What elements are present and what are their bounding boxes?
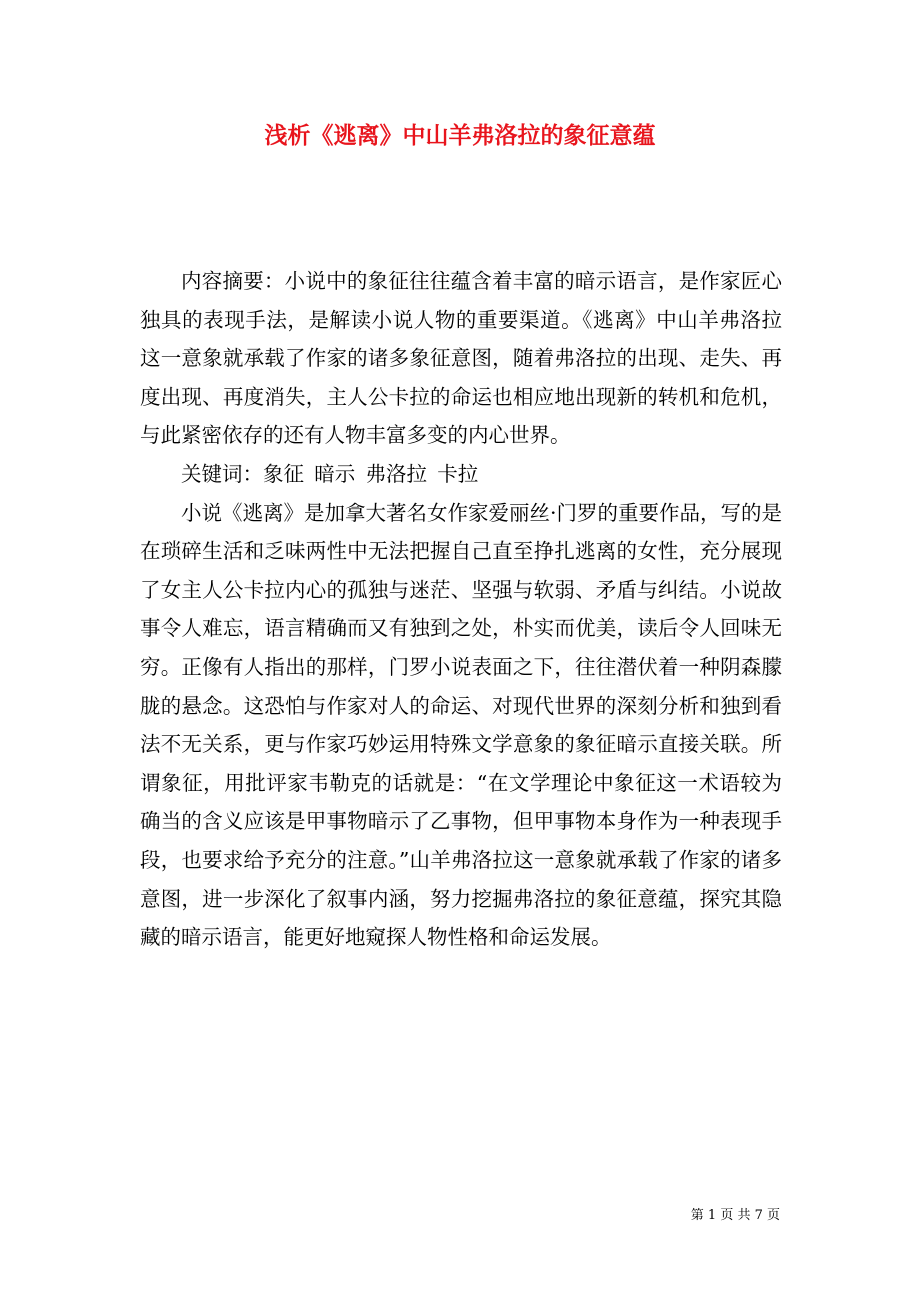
abstract-paragraph: 内容摘要：小说中的象征往往蕴含着丰富的暗示语言，是作家匠心独具的表现手法，是解读小说人物的重要渠道。《逃离》中山羊弗洛拉这一意象就承载了作家的诸多象征意图，随着弗洛拉的出现、走失、再度出现、再度消失，主人公卡拉的命运也相应地出现新的转机和危机，与此紧密依存的还有人物丰富多变的内心世界。 (140, 269, 782, 448)
document-title: 浅析《逃离》中山羊弗洛拉的象征意蕴 (264, 122, 656, 149)
keyword-item: 象征 (263, 461, 304, 486)
document-body (140, 262, 782, 957)
body-paragraph: 小说《逃离》是加拿大著名女作家爱丽丝·门罗的重要作品，写的是在琐碎生活和乏味两性中无法把握自己直至挣扎逃离的女性，充分展现了女主人公卡拉内心的孤独与迷茫、坚强与软弱、矛盾与纠结。小说故事令人难忘，语言精确而又有独到之处，朴实而优美，读后令人回味无穷。正像有人指出的那样，门罗小说表面之下，往往潜伏着一种阴森朦胧的悬念。这恐怕与作家对人的命运、对现代世界的深刻分析和独到看法不无关系，更与作家巧妙运用特殊文学意象的象征暗示直接关联。所谓象征，用批评家韦勒克的话就是：“在文学理论中象征这一术语较为确当的含义应该是甲事物暗示了乙事物，但甲事物本身作为一种表现手段，也要求给予充分的注意。”山羊弗洛拉这一意象就承载了作家的诸多意图，进一步深化了叙事内涵，努力挖掘弗洛拉的象征意蕴，探究其隐藏的暗示语言，能更好地窥探人物性格和命运发展。 (140, 500, 783, 950)
keyword-item: 卡拉 (437, 461, 479, 486)
keyword-item: 暗示 (314, 461, 356, 486)
keywords-label: 关键词： (181, 461, 263, 486)
keyword-item: 弗洛拉 (365, 461, 427, 486)
keywords-line (140, 455, 782, 494)
page-number: 第 1 页 共 7 页 (690, 1208, 780, 1223)
